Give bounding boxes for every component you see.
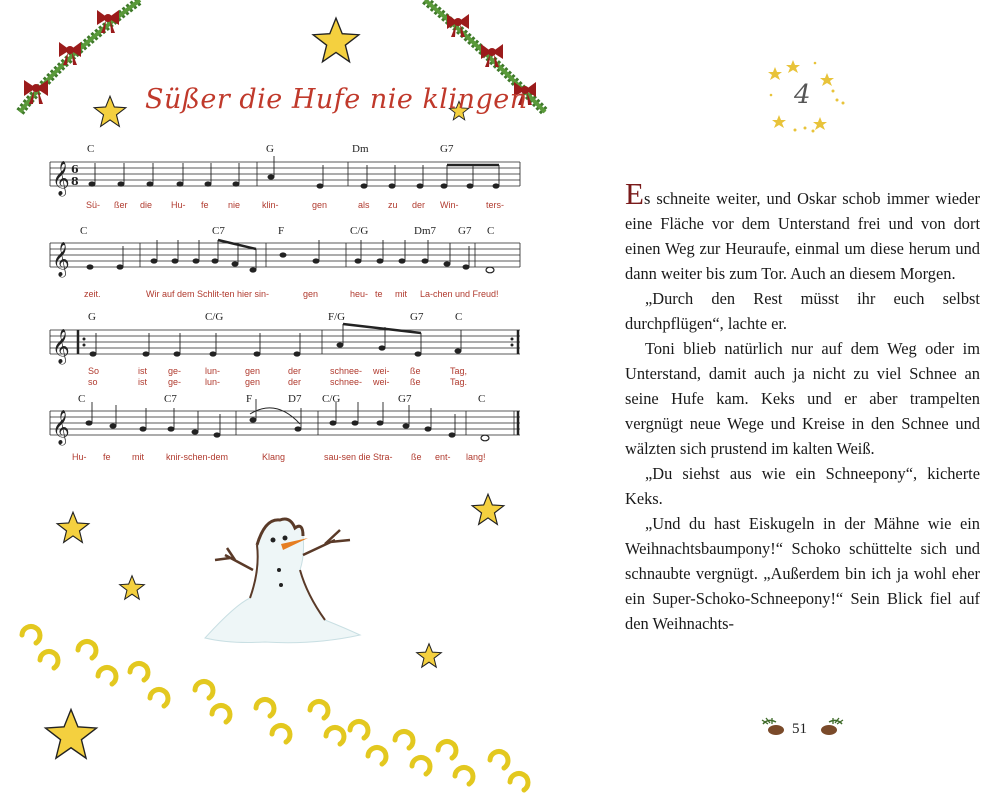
lyric-syllable: Wir auf dem Schlit-ten hier sin- bbox=[146, 289, 270, 299]
chord-symbol: F bbox=[246, 393, 253, 405]
drop-cap: E bbox=[625, 176, 644, 211]
lyric-syllable: fe bbox=[201, 200, 209, 210]
lyric-syllable: ße bbox=[410, 366, 421, 376]
lyric-syllable: der bbox=[412, 200, 426, 210]
pinecone-icon bbox=[760, 716, 786, 738]
right-page bbox=[555, 0, 1000, 800]
lyric-syllable: nie bbox=[228, 200, 241, 210]
sheet-music bbox=[0, 0, 555, 480]
lyric-syllable: schnee- bbox=[330, 377, 363, 387]
svg-text:8: 8 bbox=[71, 175, 79, 188]
horseshoe-tracks-decoration bbox=[0, 610, 555, 800]
chord-symbol: G7 bbox=[410, 311, 424, 323]
lyric-syllable: te bbox=[375, 289, 383, 299]
lyric-syllable: ße bbox=[410, 377, 421, 387]
lyric-syllable: mit bbox=[395, 289, 407, 299]
lyric-syllable: Klang bbox=[262, 452, 286, 462]
lyric-syllable: gen bbox=[245, 377, 261, 387]
lyric-syllable: ters- bbox=[486, 200, 504, 210]
chord-symbol: G7 bbox=[458, 225, 472, 237]
lyric-syllable: sau-sen die Stra- bbox=[324, 452, 393, 462]
lyric-syllable: lun- bbox=[205, 377, 221, 387]
chord-symbol: Dm bbox=[352, 143, 369, 155]
lyric-syllable: lun- bbox=[205, 366, 221, 376]
lyric-syllable: gen bbox=[245, 366, 261, 376]
lyric-syllable: mit bbox=[132, 452, 144, 462]
chord-symbol: C7 bbox=[164, 393, 177, 405]
lyric-syllable: wei- bbox=[373, 366, 390, 376]
chord-symbol: Dm7 bbox=[414, 225, 436, 237]
star-icon bbox=[55, 510, 91, 546]
chord-symbol: C bbox=[87, 143, 95, 155]
svg-text:𝄞: 𝄞 bbox=[52, 329, 70, 364]
lyric-syllable: Tag, bbox=[450, 366, 468, 376]
chord-symbol: C bbox=[455, 311, 463, 323]
lyric-syllable: ge- bbox=[168, 366, 182, 376]
story-paragraph: „Durch den Rest müsst ihr euch selbst durchpflügen“, lachte er. bbox=[625, 289, 980, 333]
song-title: Süßer die Hufe nie klingen bbox=[145, 84, 528, 115]
lyric-syllable: La-chen und Freud! bbox=[420, 289, 499, 299]
star-icon bbox=[470, 492, 506, 528]
lyric-syllable: ße bbox=[411, 452, 422, 462]
lyric-syllable: Hu- bbox=[171, 200, 186, 210]
chord-symbol: C bbox=[478, 393, 486, 405]
star-icon bbox=[118, 574, 146, 602]
lyric-syllable: ge- bbox=[168, 377, 182, 387]
chord-symbol: D7 bbox=[288, 393, 302, 405]
lyric-syllable: ent- bbox=[435, 452, 451, 462]
chord-symbol: G bbox=[266, 143, 274, 155]
lyric-syllable: Hu- bbox=[72, 452, 87, 462]
lyric-syllable: der bbox=[288, 377, 302, 387]
page-number: 51 bbox=[792, 721, 807, 737]
lyric-syllable: ist bbox=[138, 377, 147, 387]
chord-symbol: C/G bbox=[350, 225, 369, 237]
pinecone-icon bbox=[819, 716, 845, 738]
lyric-syllable: zeit. bbox=[84, 289, 101, 299]
lyric-syllable: Sü- bbox=[86, 200, 101, 210]
story-paragraph: Es schneite weiter, und Oskar schob immer wieder eine Fläche vor dem Unterstand frei und von dort einen Weg zur Heuraufe, einmal um diese herum und dann weiter bis zum Tor. Auch an diesem Morgen. bbox=[625, 176, 980, 283]
chord-symbol: G7 bbox=[398, 393, 412, 405]
lyric-syllable: ßer bbox=[114, 200, 128, 210]
chord-symbol: C bbox=[487, 225, 495, 237]
lyric-syllable: zu bbox=[388, 200, 398, 210]
lyric-syllable: heu- bbox=[350, 289, 369, 299]
svg-text:𝄞: 𝄞 bbox=[52, 161, 70, 196]
lyric-syllable: Win- bbox=[440, 200, 459, 210]
chord-symbol: C/G bbox=[322, 393, 341, 405]
lyric-syllable: So bbox=[88, 366, 100, 376]
lyric-syllable: der bbox=[288, 366, 302, 376]
chord-symbol: F bbox=[278, 225, 285, 237]
lyric-syllable: Tag. bbox=[450, 377, 468, 387]
chord-symbol: F/G bbox=[328, 311, 346, 323]
lyric-syllable: knir-schen-dem bbox=[166, 452, 229, 462]
lyric-syllable: wei- bbox=[373, 377, 390, 387]
lyric-syllable: fe bbox=[103, 452, 111, 462]
story-paragraph: „Du siehst aus wie ein Schneepony“, kicherte Keks. bbox=[625, 464, 980, 508]
lyric-syllable: ist bbox=[138, 366, 147, 376]
lyric-syllable: die bbox=[140, 200, 153, 210]
svg-text:𝄞: 𝄞 bbox=[52, 242, 70, 277]
chord-symbol: C/G bbox=[205, 311, 224, 323]
lyric-syllable: klin- bbox=[262, 200, 279, 210]
lyric-syllable: so bbox=[88, 377, 98, 387]
story-paragraph: „Und du hast Eiskugeln in der Mähne wie ein Weihnachtsbaumpony!“ Schoko schüttelte sich und schnaubte vergnügt. „Außerdem bin ich ja wohl eher ein Super-Schoko-Schneepony!“ Sein Blick fiel auf den Weihnachts- bbox=[625, 514, 980, 633]
lyric-syllable: schnee- bbox=[330, 366, 363, 376]
story-paragraph: Toni blieb natürlich nur auf dem Weg oder im Unterstand, damit auch ja nicht zu viel Schnee an seine Hufe kam. Keks und er aber trampelten vergnügt neue Wege und Kreise in den Schnee und wälzten sich prustend im kalten Weiß. bbox=[625, 339, 980, 458]
story-text bbox=[625, 176, 980, 636]
chord-symbol: C bbox=[80, 225, 88, 237]
lyric-syllable: gen bbox=[312, 200, 328, 210]
svg-text:𝄞: 𝄞 bbox=[52, 410, 70, 445]
lyric-syllable: gen bbox=[303, 289, 319, 299]
chapter-number: 4 bbox=[794, 80, 811, 110]
lyric-syllable: als bbox=[358, 200, 370, 210]
chord-symbol: C bbox=[78, 393, 86, 405]
svg-text:6: 6 bbox=[71, 163, 79, 176]
chord-symbol: C7 bbox=[212, 225, 225, 237]
lyric-syllable: lang! bbox=[466, 452, 486, 462]
chord-symbol: G bbox=[88, 311, 96, 323]
chord-symbol: G7 bbox=[440, 143, 454, 155]
